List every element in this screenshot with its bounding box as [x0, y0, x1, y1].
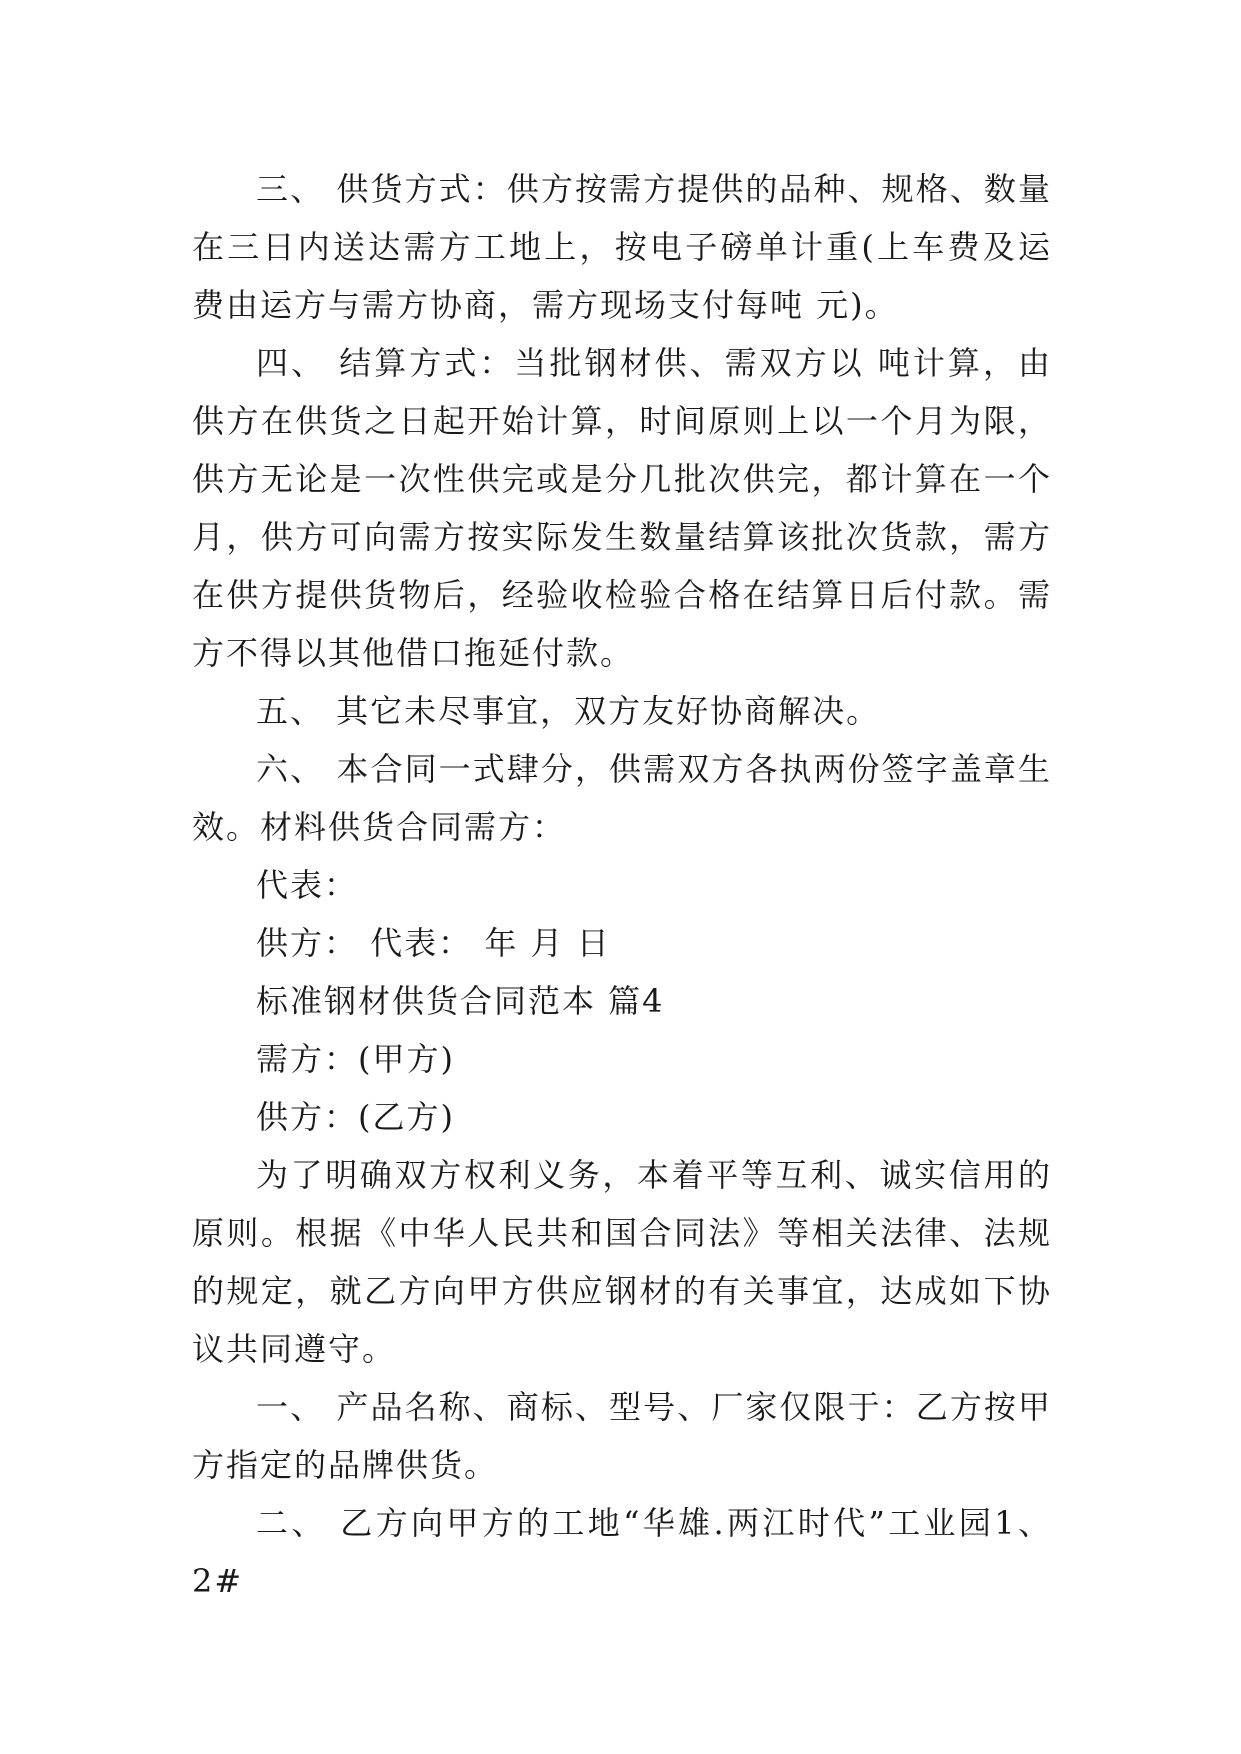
signature-representative: 代表：	[256, 866, 359, 904]
party-b: 供方：(乙方)	[256, 1098, 455, 1136]
document-body	[192, 160, 1052, 1610]
party-a: 需方：(甲方)	[256, 1040, 455, 1078]
preamble: 为了明确双方权利义务，本着平等互利、诚实信用的原则。根据《中华人民共和国合同法》等相关法律、法规的规定，就乙方向甲方供应钢材的有关事宜，达成如下协议共同遵守。	[192, 1156, 1052, 1368]
clause-delivery-site: 二、 乙方向甲方的工地“华雄.两江时代”工业园1、2#	[192, 1504, 1052, 1600]
clause-settlement-method: 四、 结算方式：当批钢材供、需双方以 吨计算，由供方在供货之日起开始计算，时间原则上以一个月为限，供方无论是一次性供完或是分几批次供完，都计算在一个月，供方可向需方按实际发生数量结算该批次货款，需方在供方提供货物后，经验收检验合格在结算日后付款。需方不得以其他借口拖延付款。	[192, 344, 1052, 672]
clause-other-matters: 五、 其它未尽事宜，双方友好协商解决。	[256, 692, 881, 730]
clause-copies: 六、 本合同一式肆分，供需双方各执两份签字盖章生效。材料供货合同需方：	[192, 750, 1052, 846]
section-title: 标准钢材供货合同范本 篇4	[256, 982, 665, 1020]
clause-product-name: 一、 产品名称、商标、型号、厂家仅限于：乙方按甲方指定的品牌供货。	[192, 1388, 1052, 1484]
signature-supplier-date: 供方： 代表： 年 月 日	[256, 924, 611, 962]
clause-supply-method: 三、 供货方式：供方按需方提供的品种、规格、数量在三日内送达需方工地上，按电子磅单计重(上车费及运费由运方与需方协商，需方现场支付每吨 元)。	[192, 170, 1052, 324]
